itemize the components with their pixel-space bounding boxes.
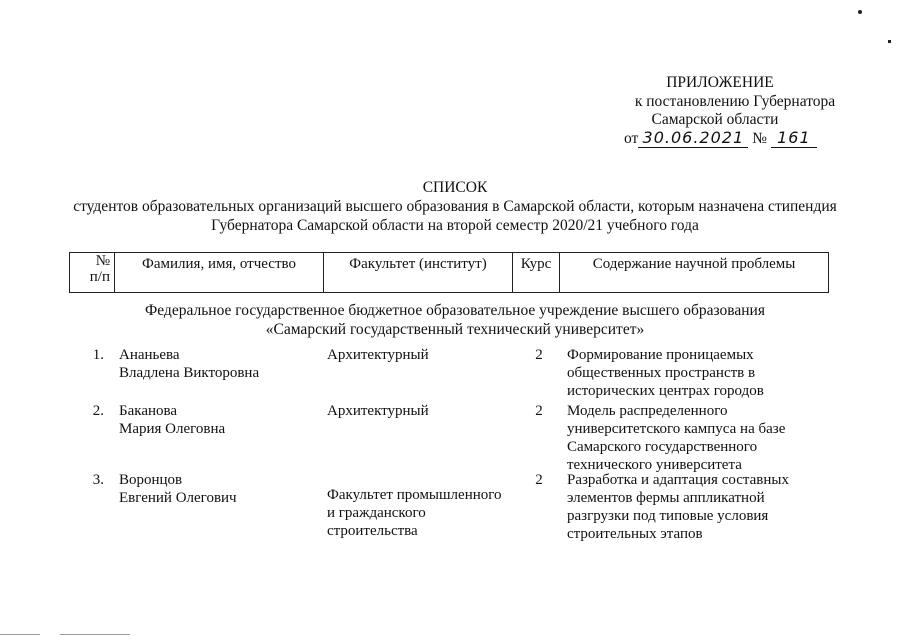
faculty-line: Факультет промышленного (327, 487, 502, 503)
scan-dot (888, 40, 891, 43)
problem-line: Разработка и адаптация составных (567, 472, 789, 488)
student-problem (567, 402, 807, 474)
student-course: 2 (535, 472, 543, 488)
scan-line (60, 634, 130, 635)
problem-line: элементов фермы аппликатной (567, 490, 765, 506)
list-heading (40, 178, 870, 235)
student-name (119, 471, 319, 507)
header-course: Курс (513, 253, 560, 293)
student-course: 2 (535, 347, 543, 363)
student-first-names: Мария Олеговна (119, 421, 226, 437)
list-title: СПИСОК (422, 179, 488, 196)
student-faculty (327, 486, 517, 540)
table-header (69, 252, 829, 293)
list-subtitle-line1: студентов образовательных организаций высшего образования в Самарской области, которым назначена стипендия (73, 198, 837, 215)
appendix-date-line (624, 129, 817, 148)
organization-line2: «Самарский государственный технический университет» (265, 321, 645, 338)
header-faculty: Факультет (институт) (324, 253, 513, 293)
student-name (119, 402, 319, 438)
problem-line: Модель распределенного (567, 403, 728, 419)
student-course: 2 (535, 403, 543, 419)
appendix-region-line: Самарской области (651, 111, 779, 128)
student-first-names: Евгений Олегович (119, 490, 237, 506)
header-content: Содержание научной проблемы (560, 253, 829, 293)
student-last-name: Баканова (119, 403, 178, 419)
problem-line: Самарского государственного (567, 439, 758, 455)
organization-name (40, 301, 870, 339)
faculty-line: Архитектурный (327, 403, 429, 419)
number-sign: № (752, 130, 767, 147)
header-num (70, 253, 115, 293)
student-problem (567, 346, 807, 400)
student-first-names: Владлена Викторовна (119, 365, 260, 381)
problem-line: технического университета (567, 457, 742, 473)
row-number: 3. (92, 472, 104, 488)
student-faculty (327, 402, 517, 420)
header-num-sign: № (95, 253, 110, 269)
handwritten-number: 161 (777, 128, 811, 147)
problem-line: университетского кампуса на базе (567, 421, 786, 437)
student-last-name: Воронцов (119, 472, 183, 488)
student-last-name: Ананьева (119, 347, 180, 363)
row-number: 1. (92, 347, 104, 363)
problem-line: исторических центрах городов (567, 383, 764, 399)
faculty-line: и гражданского (327, 505, 426, 521)
problem-line: разгрузки под типовые условия (567, 508, 769, 524)
appendix-title: ПРИЛОЖЕНИЕ (666, 74, 774, 91)
row-number: 2. (92, 403, 104, 419)
problem-line: Формирование проницаемых (567, 347, 754, 363)
scan-dot (858, 10, 862, 14)
faculty-line: Архитектурный (327, 347, 429, 363)
problem-line: строительных этапов (567, 526, 703, 542)
handwritten-date: 30.06.2021 (642, 128, 745, 147)
list-subtitle-line2: Губернатора Самарской области на второй семестр 2020/21 учебного года (211, 217, 699, 234)
organization-line1: Федеральное государственное бюджетное образовательное учреждение высшего образования (145, 302, 765, 319)
header-fio: Фамилия, имя, отчество (115, 253, 324, 293)
student-problem (567, 471, 807, 543)
faculty-line: строительства (327, 523, 418, 539)
date-prefix: от (624, 130, 639, 147)
header-num-pp: п/п (89, 269, 110, 285)
appendix-decree-line: к постановлению Губернатора (634, 93, 836, 110)
scan-line (0, 634, 40, 635)
student-faculty (327, 346, 517, 364)
problem-line: общественных пространств в (567, 365, 756, 381)
student-name (119, 346, 319, 382)
